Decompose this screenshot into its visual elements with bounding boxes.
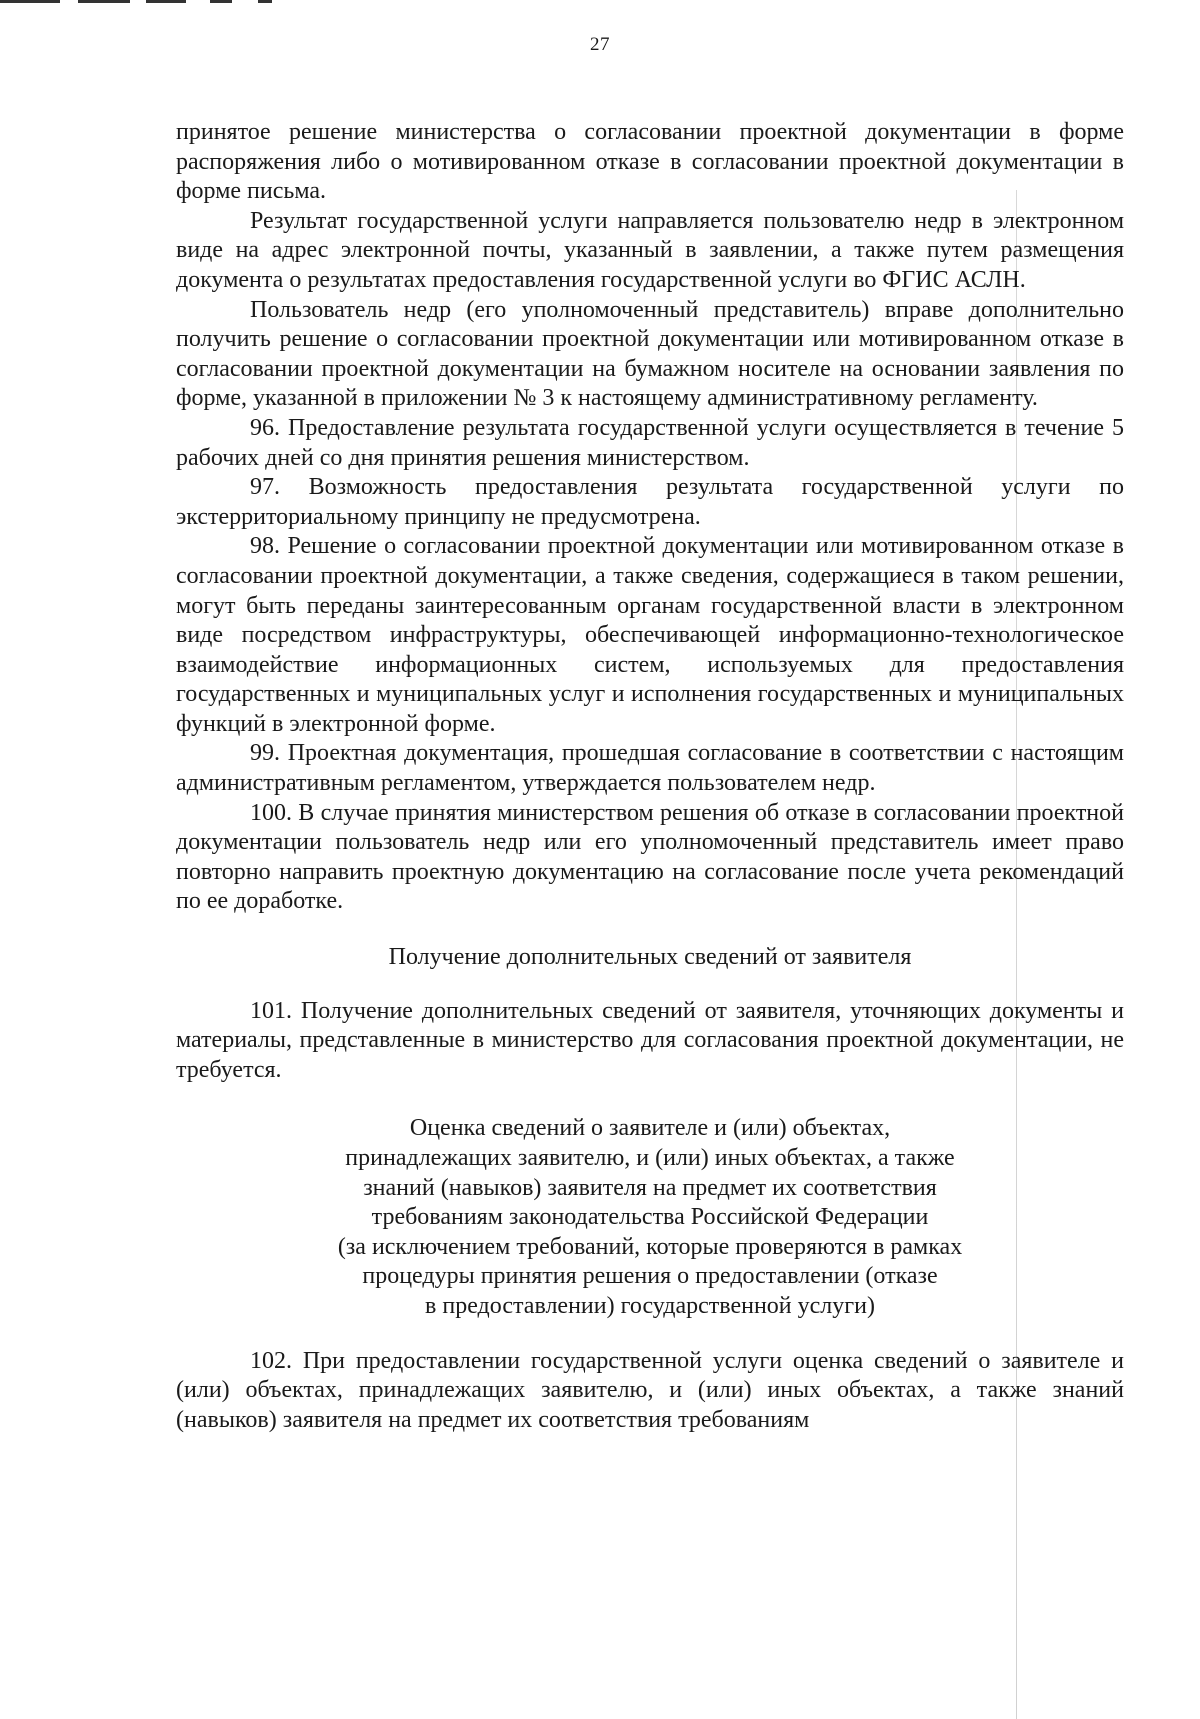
heading-line: в предоставлении) государственной услуги) xyxy=(425,1292,875,1319)
paragraph-99: 99. Проектная документация, прошедшая согласование в соответствии с настоящим административным регламентом, утверждается пользователем недр. xyxy=(176,740,1124,797)
document-body xyxy=(176,118,1124,1435)
section-heading-assessment xyxy=(176,1114,1124,1321)
heading-line: принадлежащих заявителю, и (или) иных объектах, а также xyxy=(345,1145,955,1171)
paragraph-96: 96. Предоставление результата государственной услуги осуществляется в течение 5 рабочих дней со дня принятия решения министерством. xyxy=(176,414,1124,471)
heading-line: знаний (навыков) заявителя на предмет их соответствия xyxy=(363,1174,937,1201)
paragraph-101: 101. Получение дополнительных сведений от заявителя, уточняющих документы и материалы, представленные в министерство для согласования проектной документации, не требуется. xyxy=(176,997,1124,1083)
heading-line: требованиям законодательства Российской Федерации xyxy=(371,1204,929,1231)
paragraph-result-delivery: Результат государственной услуги направляется пользователю недр в электронном виде на адрес электронной почты, указанный в заявлении, а также путем размещения документа о результатах предоставления государственной услуги во ФГИС АСЛН. xyxy=(176,207,1124,293)
heading-line: (за исключением требований, которые проверяются в рамках xyxy=(337,1233,963,1260)
page-number: 27 xyxy=(590,34,610,55)
paragraph-97: 97. Возможность предоставления результата государственной услуги по экстерриториальному принципу не предусмотрена. xyxy=(176,474,1124,530)
paragraph-102: 102. При предоставлении государственной услуги оценка сведений о заявителе и (или) объектах, принадлежащих заявителю, и (или) иных объектах, а также знаний (навыков) заявителя на предмет их соответствия требованиям xyxy=(176,1347,1124,1433)
scan-top-marks xyxy=(0,0,320,6)
paragraph-continuation: принятое решение министерства о согласовании проектной документации в форме распоряжения либо о мотивированном отказе в согласовании проектной документации в форме письма. xyxy=(176,119,1124,205)
heading-line: Оценка сведений о заявителе и (или) объектах, xyxy=(409,1115,891,1142)
heading-line: процедуры принятия решения о предоставлении (отказе xyxy=(362,1263,938,1290)
paragraph-98: 98. Решение о согласовании проектной документации или мотивированном отказе в согласовании проектной документации, а также сведения, содержащиеся в таком решении, могут быть переданы заинтересованным органам государственной власти в электронном виде посредством инфраструктуры, обеспечивающей информационно-технологическое взаимодействие информационных систем, используемых для предоставления государственных и муниципальных услуг и исполнения государственных и муниципальных функций в электронной форме. xyxy=(176,533,1124,737)
paragraph-paper-copy: Пользователь недр (его уполномоченный представитель) вправе дополнительно получить решение о согласовании проектной документации или мотивированном отказе в согласовании проектной документации на бумажном носителе на основании заявления по форме, указанной в приложении № 3 к настоящему административному регламенту. xyxy=(176,296,1124,412)
section-heading-additional-info: Получение дополнительных сведений от заявителя xyxy=(388,944,912,971)
paragraph-100: 100. В случае принятия министерством решения об отказе в согласовании проектной документации пользователь недр или его уполномоченный представитель имеет право повторно направить проектную документацию на согласование после учета рекомендаций по ее доработке. xyxy=(176,799,1124,915)
